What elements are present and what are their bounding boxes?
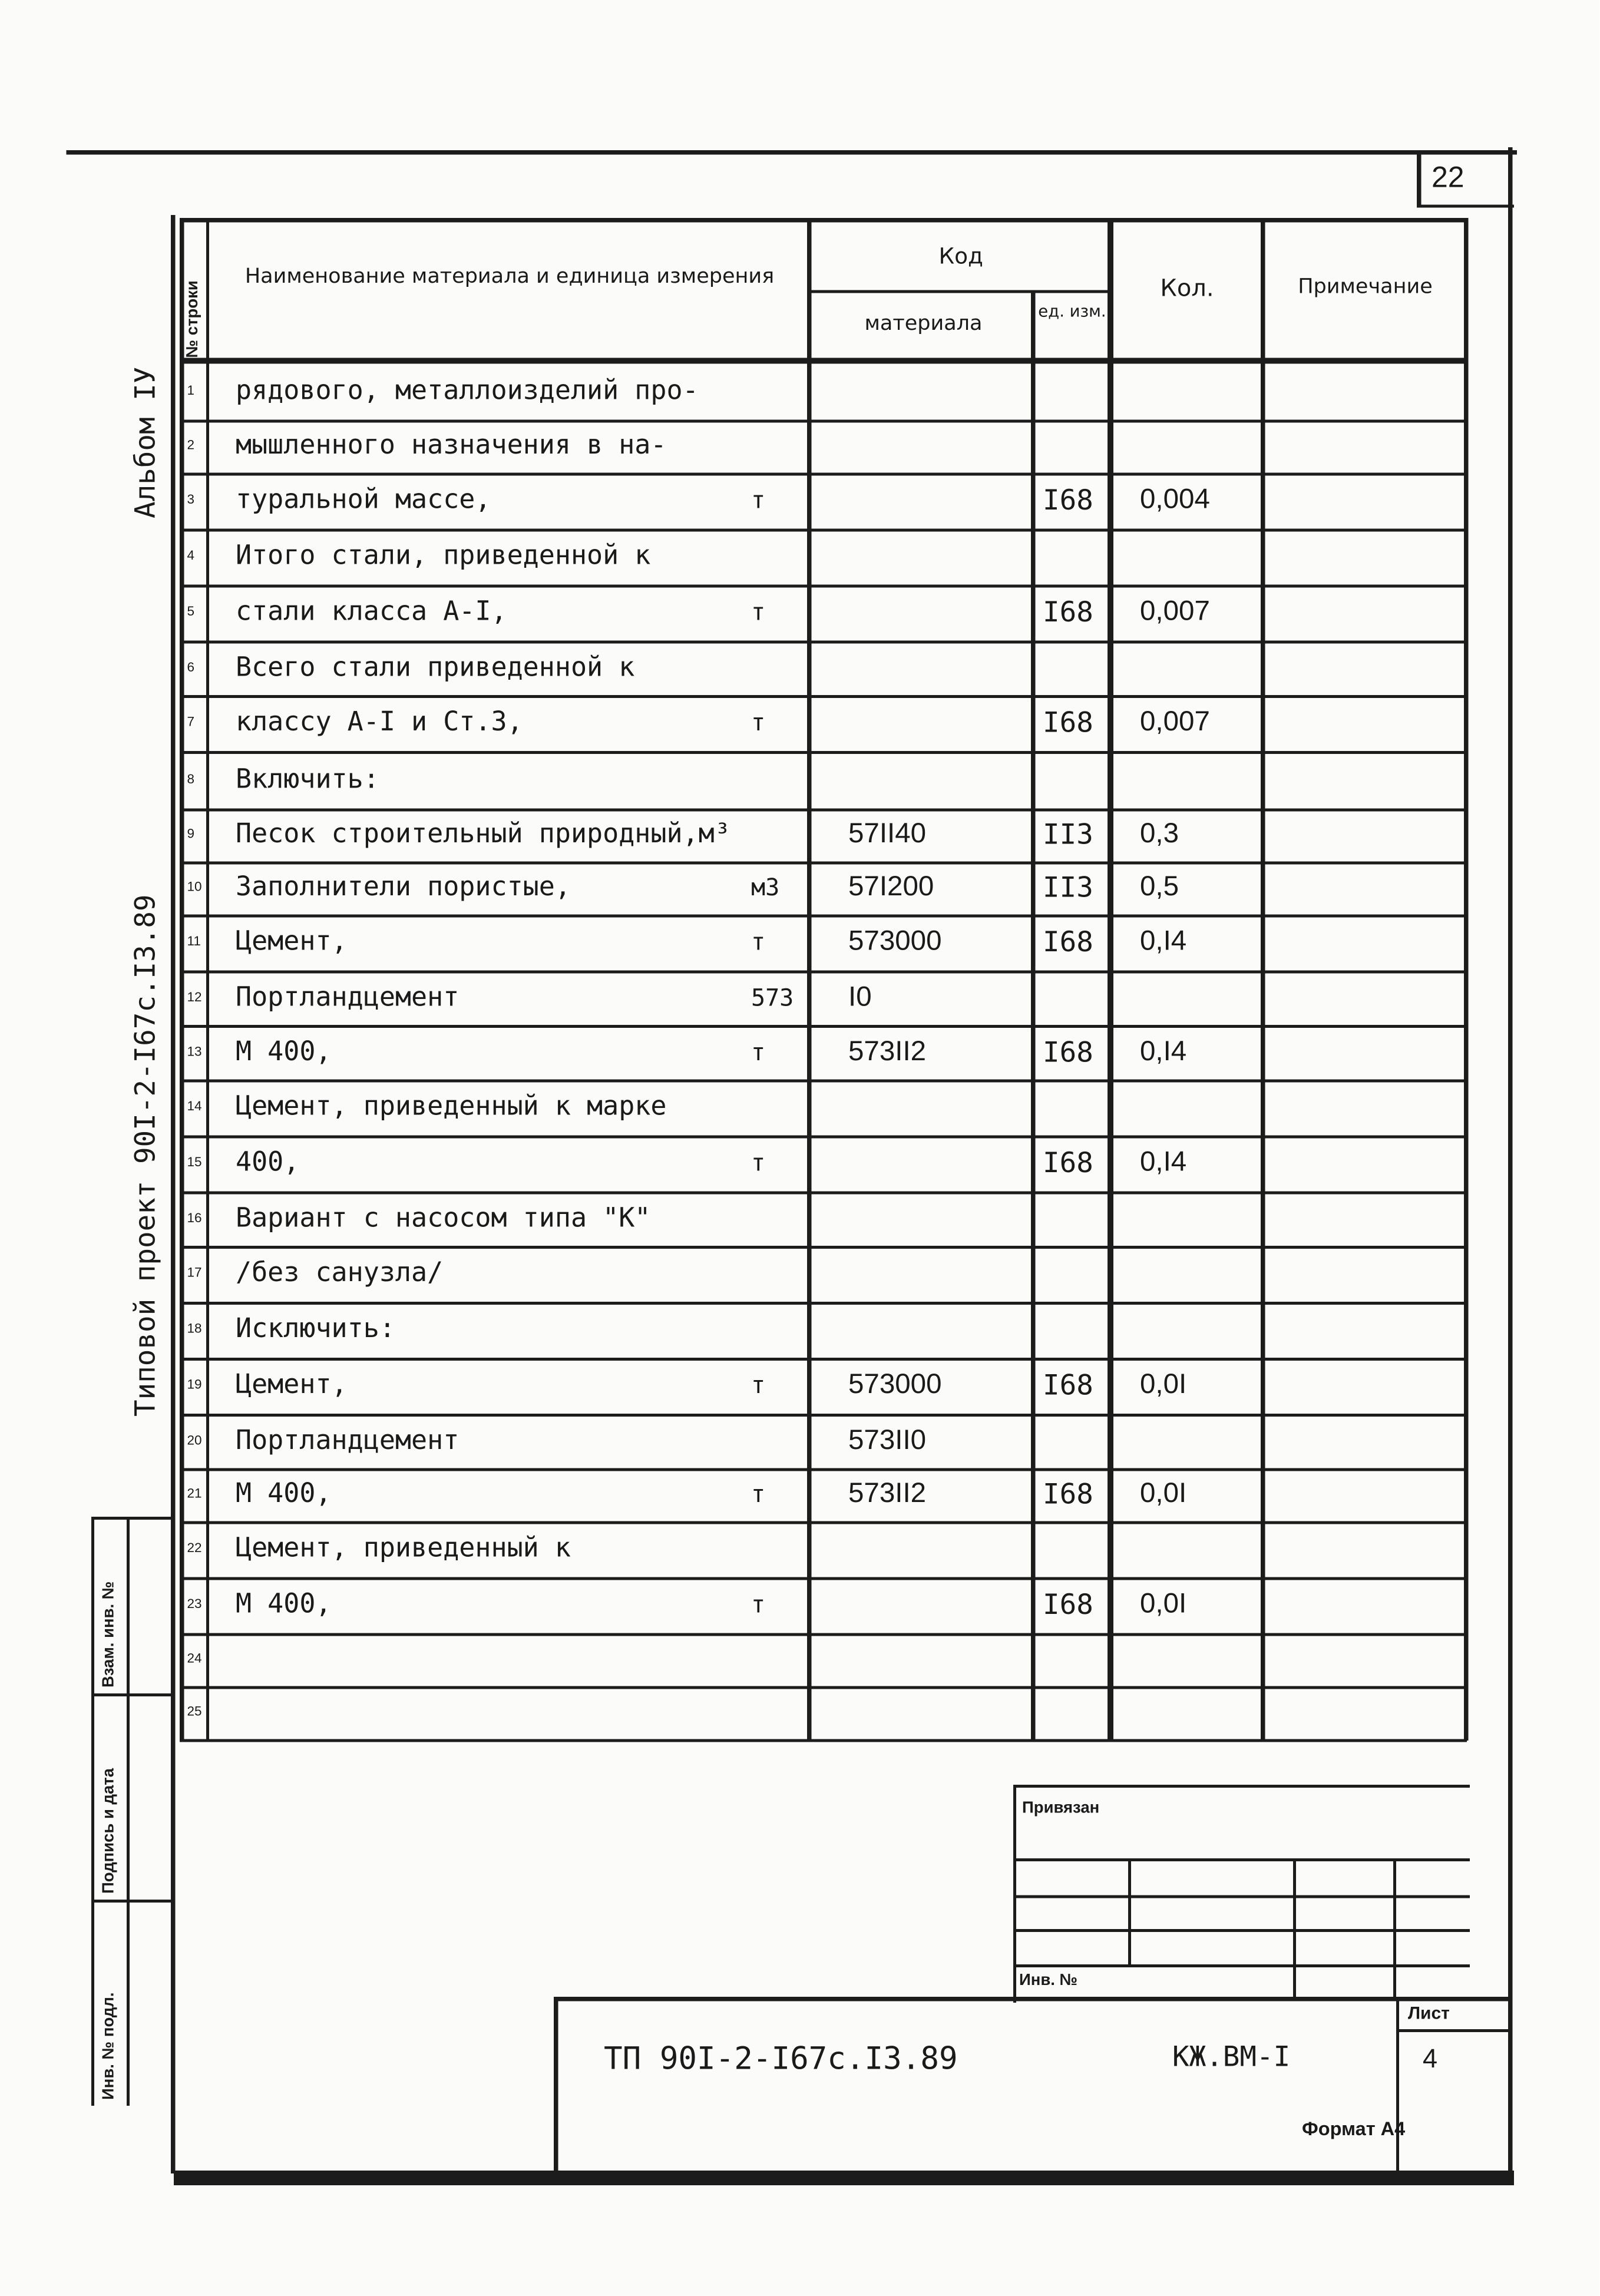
row-line-13 [180,1080,1467,1083]
row-material-code: I0 [848,981,872,1013]
left-strip-edge [91,1517,94,2106]
titleblock-sheet-line [1396,2029,1511,2032]
stamp-row-line-2 [1013,1895,1470,1898]
row-material-code: 573II2 [848,1035,927,1067]
stamp-left-line [1013,1785,1016,2003]
row-line-9 [180,862,1467,865]
row-quantity: 0,0I [1140,1589,1187,1620]
table-header-bottom [180,358,1467,364]
row-number: 17 [187,1265,202,1280]
row-name: Исключить: [236,1314,395,1345]
row-material-code: 57II40 [848,819,927,850]
titleblock-left [554,1997,558,2173]
row-number: 9 [187,826,195,841]
stamp-col-line-3 [1393,1858,1396,2000]
row-unit: т [751,928,766,956]
row-quantity: 0,004 [1140,484,1210,515]
row-line-6 [180,695,1467,698]
row-unit-code: I68 [1043,1589,1093,1622]
column-line-0 [180,218,184,1741]
row-line-20 [180,1468,1467,1471]
row-name: классу А-I и Ст.3, [236,707,523,738]
left-strip-top [91,1517,174,1520]
row-number: 18 [187,1321,202,1336]
row-number: 23 [187,1596,202,1611]
row-number: 21 [187,1486,202,1501]
row-unit: 573 [751,982,794,1011]
row-quantity: 0,I4 [1140,1147,1187,1178]
row-line-24 [180,1686,1467,1689]
row-quantity: 0,5 [1140,872,1179,903]
column-line-1 [206,218,209,1741]
row-quantity: 0,007 [1140,707,1210,738]
row-unit-code: I68 [1043,1147,1093,1180]
row-line-22 [180,1577,1467,1580]
row-line-16 [180,1246,1467,1249]
row-number: 25 [187,1703,202,1719]
row-name: Цемент, [236,926,348,957]
column-line-2 [807,218,812,1741]
row-name: Портландцемент [236,981,459,1013]
row-line-17 [180,1302,1467,1305]
row-line-14 [180,1136,1467,1139]
row-unit: т [751,1480,766,1508]
row-line-10 [180,915,1467,918]
header-note: Примечание [1298,275,1433,299]
row-quantity: 0,0I [1140,1369,1187,1401]
strip-inv-label: Инв. № подл. [100,1992,118,2100]
row-line-15 [180,1192,1467,1195]
left-strip-inner-edge [127,1517,130,2106]
stamp-inv-label: Инв. № [1019,1971,1078,1990]
header-unit: ед. изм. [1038,302,1106,321]
stamp-bound-label: Привязан [1022,1799,1100,1817]
table-top-border [180,218,1467,223]
row-name: рядового, металлоизделий про- [236,375,699,406]
column-line-4 [1108,218,1113,1741]
left-strip-div-2 [91,1900,174,1903]
strip-signature-label: Подпись и дата [100,1768,118,1894]
row-unit-code: I68 [1043,1035,1093,1068]
row-line-23 [180,1633,1467,1636]
row-name: туральной массе, [236,484,491,515]
row-unit: т [751,486,766,514]
row-name: Включить: [236,763,379,795]
row-unit-code: I68 [1043,1369,1093,1402]
sheet-number: 4 [1423,2044,1438,2073]
row-number: 20 [187,1432,202,1447]
row-line-21 [180,1521,1467,1524]
row-name: стали класса А-I, [236,596,507,627]
row-number: 12 [187,988,202,1004]
stamp-top-line [1013,1785,1470,1788]
stamp-row-line-4 [1013,1964,1470,1967]
row-quantity: 0,0I [1140,1478,1187,1510]
row-unit: т [751,1590,766,1619]
row-number: 16 [187,1209,202,1225]
row-name: Цемент, приведенный к [236,1533,571,1564]
right-border [1508,147,1513,2176]
row-name: Цемент, приведенный к марке [236,1091,667,1122]
row-line-8 [180,809,1467,812]
row-material-code: 57I200 [848,872,934,903]
row-line-1 [180,420,1467,423]
column-line-5 [1261,218,1265,1741]
row-name: Песок строительный природный,м³ [236,819,730,850]
row-unit: т [751,708,766,736]
row-line-3 [180,529,1467,532]
page-number: 22 [1432,162,1465,194]
row-unit-code: I68 [1043,596,1093,629]
page-number-box-divider [1417,153,1422,206]
stamp-col-line-1 [1128,1858,1131,1964]
row-number: 19 [187,1377,202,1392]
strip-replace-label: Взам. инв. № [100,1581,118,1688]
row-unit-code: II3 [1043,872,1093,904]
row-quantity: 0,I4 [1140,1035,1187,1067]
stamp-row-line-1 [1013,1858,1470,1861]
row-line-5 [180,641,1467,644]
row-unit-code: I68 [1043,707,1093,739]
row-quantity: 0,I4 [1140,926,1187,957]
header-code: Код [938,243,983,270]
sheet-label: Лист [1408,2003,1450,2023]
row-line-2 [180,473,1467,476]
document-code: ТП 90I-2-I67с.I3.89 [604,2041,958,2076]
row-line-25 [180,1739,1467,1742]
row-number: 14 [187,1099,202,1113]
code-subheader-line [810,290,1112,293]
row-unit-code: I68 [1043,484,1093,517]
row-number: 10 [187,879,202,894]
row-material-code: 573II0 [848,1424,927,1456]
header-name: Наименование материала и единица измерения [244,265,775,289]
row-number: 11 [187,934,201,948]
row-name: Вариант с насосом типа "К" [236,1202,651,1233]
row-name: 400, [236,1147,300,1178]
stamp-row-line-3 [1013,1929,1470,1932]
row-name: Цемент, [236,1369,348,1401]
row-quantity: 0,007 [1140,596,1210,627]
row-number: 8 [187,770,195,786]
row-name: М 400, [236,1589,332,1620]
header-material: материала [864,312,983,336]
row-number: 15 [187,1154,202,1169]
top-border [67,150,1518,155]
left-strip-div-1 [91,1693,174,1696]
row-number: 22 [187,1540,202,1555]
row-number: 13 [187,1043,202,1058]
row-material-code: 573000 [848,1369,942,1401]
titleblock-sheet-divider [1396,1997,1399,2173]
row-unit-code: II3 [1043,819,1093,851]
row-name: /без санузла/ [236,1258,444,1289]
column-line-6 [1464,218,1469,1741]
row-line-7 [180,751,1467,754]
row-name: Всего стали приведенной к [236,651,635,683]
row-number: 3 [187,492,195,507]
row-number: 7 [187,714,195,729]
row-number: 1 [187,382,195,397]
row-unit-code: I68 [1043,1478,1093,1511]
row-unit: т [751,1037,766,1066]
row-number: 4 [187,548,195,563]
stamp-col-line-2 [1293,1858,1296,2000]
format-label: Формат А4 [1302,2118,1406,2140]
row-material-code: 573II2 [848,1478,927,1510]
project-label: Типовой проект 90I-2-I67с.I3.89 [130,894,162,1417]
row-line-18 [180,1358,1467,1361]
row-number: 6 [187,659,195,674]
titleblock-top [554,1997,1511,2001]
row-line-12 [180,1025,1467,1028]
row-line-11 [180,971,1467,974]
row-number: 5 [187,604,195,618]
row-unit: т [751,598,766,626]
row-line-4 [180,585,1467,588]
bottom-bar [174,2171,1514,2185]
row-quantity: 0,3 [1140,819,1179,850]
row-name: М 400, [236,1035,332,1067]
left-frame-line [171,215,176,2173]
column-line-3 [1031,290,1036,1741]
row-material-code: 573000 [848,926,942,957]
row-unit: т [751,1149,766,1177]
header-row-no: № строки [184,280,202,358]
album-label: Альбом IУ [130,366,162,518]
row-number: 24 [187,1650,202,1666]
page-number-box-bottom [1417,205,1514,208]
row-name: Итого стали, приведенной к [236,540,651,571]
document-mark: КЖ.ВМ-I [1172,2041,1291,2073]
row-name: мышленного назначения в на- [236,430,667,461]
row-line-19 [180,1414,1467,1417]
row-number: 2 [187,437,195,452]
row-name: М 400, [236,1478,332,1510]
row-name: Заполнители пористые, [236,872,571,903]
header-qty: Кол. [1160,274,1214,302]
row-unit: т [751,1371,766,1399]
row-name: Портландцемент [236,1424,459,1456]
row-unit: м3 [751,873,780,901]
row-unit-code: I68 [1043,926,1093,959]
